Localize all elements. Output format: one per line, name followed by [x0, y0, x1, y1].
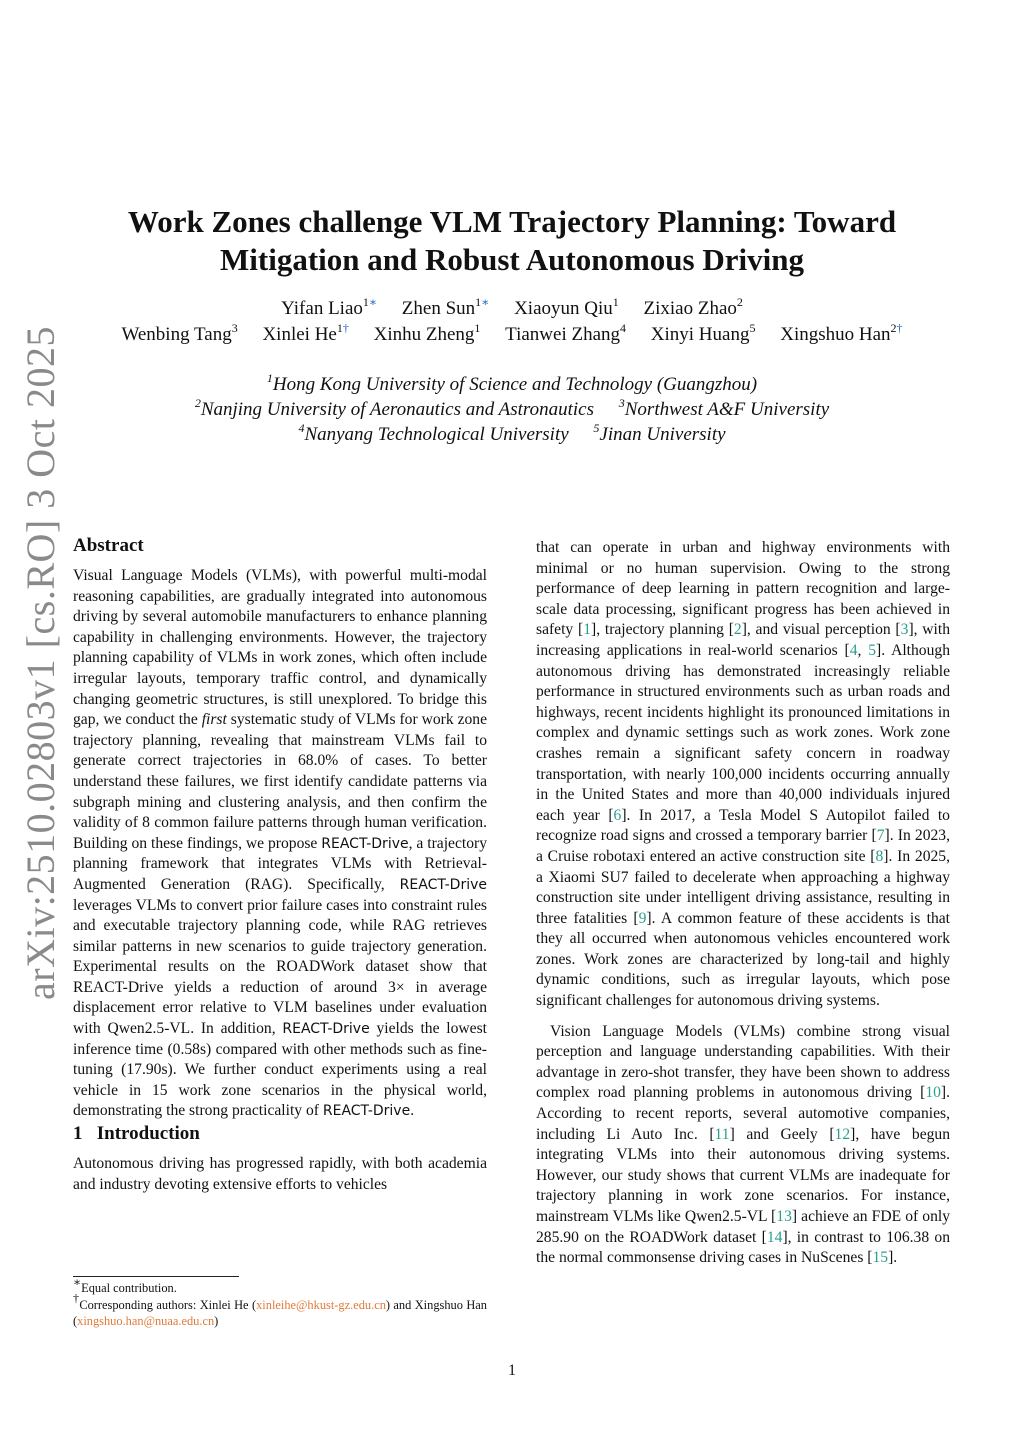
affiliation-line-1 — [60, 372, 964, 397]
affiliation-name: Northwest A&F University — [624, 399, 830, 420]
affiliation-line-2 — [60, 397, 964, 422]
citation-link[interactable]: 2 — [733, 621, 742, 639]
affiliation-number: 4 — [298, 420, 305, 435]
author — [262, 320, 349, 345]
author-name: Zhen Sun — [401, 298, 476, 319]
abstract-heading: Abstract — [73, 535, 144, 556]
affiliation — [266, 370, 758, 395]
text-segment: ], trajectory planning [ — [591, 621, 734, 639]
author — [505, 320, 627, 345]
affiliation-name: Jinan University — [599, 424, 726, 445]
author-mark: ∗ — [368, 294, 378, 309]
author — [401, 294, 490, 319]
affiliation-number: 5 — [593, 420, 600, 435]
abstract-segment: . — [410, 1102, 415, 1120]
text-segment: Vision Language Models (VLMs) combine strong visual perception and language understanding capabilities. With their advantage in zero-shot transfer, they have been shown to address complex road planning problems in autonomous driving [ — [536, 1022, 950, 1102]
text-segment: ] and Geely [ — [729, 1125, 835, 1143]
author-affiliation-number: 2 — [890, 320, 897, 335]
citation-link[interactable]: 8 — [875, 847, 884, 865]
footnote-text: Equal contribution. — [81, 1281, 177, 1295]
citation-link[interactable]: 11 — [714, 1125, 730, 1143]
author-name: Xinyi Huang — [650, 324, 750, 345]
abstract-segment: Visual Language Models (VLMs), with powerful multi-modal reasoning capabilities, are gradually integrated into autonomous driving by several automobile manufacturers to enhance planning capability in challenging environments. However, the trajectory planning capability of VLMs in work zones, which often include irregular layouts, temporary traffic control, and dynamically changing geometric structures, is still unexplored. To bridge this gap, we conduct the — [73, 567, 487, 729]
author-name: Xinlei He — [262, 324, 337, 345]
introduction-text-left: Autonomous driving has progressed rapidly, with both academia and industry devoting extensive efforts to vehicles — [73, 1155, 487, 1193]
affiliation-name: Hong Kong University of Science and Technology (Guangzhou) — [272, 374, 758, 395]
abstract-text — [73, 566, 487, 1122]
affiliation — [593, 420, 726, 445]
text-segment: ], and visual perception [ — [741, 621, 901, 639]
author-affiliation-number: 1 — [612, 294, 619, 309]
arxiv-identifier: arXiv:2510.02803v1 [cs.RO] 3 Oct 2025 — [18, 326, 63, 1000]
author — [650, 320, 756, 345]
left-column — [73, 534, 487, 1195]
author-affiliation-number: 1 — [475, 294, 482, 309]
text-segment: ]. — [888, 1249, 898, 1267]
footnote-divider — [73, 1276, 239, 1277]
text-segment: ]. A common feature of these accidents is that they all occurred when autonomous vehicles encountered work zones. Work zones are characterized by long-tail and highly dynamic conditions, such as irregular layouts, which pose significant challenges for autonomous driving systems. — [536, 909, 951, 1010]
citation-link[interactable]: 15 — [872, 1249, 889, 1267]
text-segment: ], with increasing applications in real-world scenarios [ — [536, 621, 951, 659]
method-name: REACT-Drive — [399, 876, 487, 893]
affiliation-name: Nanyang Technological University — [304, 424, 569, 445]
text-segment: , — [857, 641, 869, 659]
author-affiliation-number: 4 — [620, 320, 627, 335]
author-affiliation-number: 1 — [336, 320, 343, 335]
text-segment: ]. According to recent reports, several automotive companies, including Li Auto Inc. [ — [536, 1084, 950, 1143]
citation-link[interactable]: 1 — [583, 621, 591, 639]
author-mark: ∗ — [481, 294, 490, 309]
text-segment: that can operate in urban and highway environments with minimal or no human supervision. Owing to the strong performance of deep learning in pattern recognition and large-scale data processing, significant progress has been achieved in safety [ — [536, 539, 950, 639]
author-line-1 — [60, 296, 964, 322]
abstract-segment: , a trajectory planning framework that integrates VLMs with Retrieval-Augmented Generation (RAG). Specifically, — [73, 834, 487, 893]
citation-link[interactable]: 10 — [925, 1084, 941, 1102]
footnotes — [73, 1274, 487, 1330]
author-name: Wenbing Tang — [121, 324, 232, 345]
abstract-segment: systematic study of VLMs for work zone trajectory planning, revealing that mainstream VLMs fail to generate correct trajectories in 68.0% of cases. To better understand these failures, we first identify candidate patterns via subgraph mining and clustering analysis, and then confirm the validity of 8 common failure patterns through human verification. Building on these findings, we propose — [73, 711, 488, 852]
email-link[interactable]: xinleihe@hkust-gz.edu.cn — [256, 1297, 386, 1312]
affiliation — [298, 420, 569, 445]
section-title: Introduction — [96, 1123, 200, 1145]
author — [514, 294, 619, 319]
footnote-mark: ∗ — [73, 1274, 82, 1289]
method-name: REACT-Drive — [321, 835, 409, 852]
introduction-paragraph-1 — [536, 538, 950, 1012]
author-name: Xinhu Zheng — [373, 324, 475, 345]
citation-link[interactable]: 13 — [776, 1208, 792, 1225]
section-number: 1 — [73, 1123, 83, 1145]
footnote-text: ) and Xingshuo Han ( — [73, 1297, 487, 1329]
footnote-mark: † — [73, 1291, 80, 1306]
affiliation-name: Nanjing University of Aeronautics and Astronautics — [200, 399, 594, 420]
footnote-corresponding-authors — [73, 1291, 487, 1330]
citation-link[interactable]: 7 — [876, 827, 885, 845]
text-segment: ]. In 2023, a Cruise robotaxi entered an active construction site [ — [536, 827, 950, 865]
right-column — [536, 538, 950, 1269]
page-number: 1 — [508, 1362, 516, 1379]
author-affiliation-number: 2 — [736, 294, 743, 309]
author-affiliation-number: 1 — [474, 320, 481, 335]
text-segment: ], have begun integrating VLMs into their autonomous driving systems. However, our study shows that current VLMs are inadequate for trajectory planning in work zone scenarios. For instance, mainstream VLMs like Qwen2.5-VL [ — [536, 1125, 951, 1225]
author-list — [60, 296, 964, 348]
footnote-text: ) — [214, 1314, 219, 1329]
text-segment: ]. In 2017, a Tesla Model S Autopilot failed to recognize road signs and crossed a temporary barrier [ — [536, 806, 950, 845]
author — [780, 320, 903, 345]
affiliation-number: 1 — [266, 370, 273, 385]
footnote-text: Corresponding authors: Xinlei He ( — [79, 1297, 257, 1312]
author-name: Zixiao Zhao — [643, 298, 737, 319]
method-name: REACT-Drive — [322, 1103, 411, 1120]
affiliation — [194, 395, 594, 420]
text-segment: ], in contrast to 106.38 on the normal commonsense driving cases in NuScenes [ — [536, 1228, 951, 1267]
affiliation-line-3 — [60, 422, 964, 447]
author-name: Xiaoyun Qiu — [514, 298, 613, 319]
author — [121, 320, 238, 345]
author — [281, 294, 378, 319]
introduction-paragraph-2 — [536, 1022, 950, 1269]
affiliation-number: 3 — [618, 395, 625, 410]
text-segment: ]. In 2025, a Xiaomi SU7 failed to decelerate when approaching a highway construction site under intelligent driving assistance, resulting in three fatalities [ — [536, 847, 950, 927]
citation-link[interactable]: 6 — [613, 806, 622, 824]
citation-link[interactable]: 14 — [766, 1228, 783, 1246]
introduction-heading — [73, 1122, 487, 1146]
author-mark: † — [342, 320, 349, 335]
citation-link[interactable]: 12 — [834, 1125, 851, 1143]
author-name: Yifan Liao — [281, 298, 363, 319]
abstract-emphasis: first — [201, 711, 227, 729]
footnote-equal-contribution — [73, 1274, 487, 1297]
citation-link[interactable]: 3 — [900, 621, 909, 639]
abstract-segment: leverages VLMs to convert prior failure cases into constraint rules and executable trajectory planning code, while RAG retrieves similar patterns in new scenarios to guide trajectory generation. Experimental results on the ROADWork dataset show that REACT-Drive yields a reduction of around 3× in average displacement error relative to VLM baselines under evaluation with Qwen2.5-VL. In addition, — [73, 896, 487, 1038]
author-affiliation-number: 5 — [749, 320, 756, 335]
citation-link[interactable]: 4 — [849, 641, 858, 659]
text-segment: ]. Although autonomous driving has demonstrated increasingly reliable performance in structured environments such as urban roads and highways, recent incidents highlight its pronounced limitations in complex and dynamic settings such as work zones. Work zone crashes remain a significant safety concern in roadway transportation, with nearly 100,000 incidents occurring annually in the United States and more than 40,000 individuals injured each year [ — [536, 641, 950, 824]
paper-title: Work Zones challenge VLM Trajectory Planning: Toward Mitigation and Robust Autonomous Driving — [127, 203, 897, 277]
author-name: Tianwei Zhang — [505, 324, 621, 345]
author-name: Xingshuo Han — [780, 324, 891, 345]
author-line-2 — [60, 322, 964, 348]
affiliation — [618, 395, 830, 420]
author-mark: † — [896, 320, 903, 335]
author-affiliation-number: 1 — [362, 294, 369, 309]
email-link[interactable]: xingshuo.han@nuaa.edu.cn — [77, 1314, 215, 1329]
affiliation-list — [60, 372, 964, 447]
text-segment: ] achieve an FDE of only 285.90 on the ROADWork dataset [ — [536, 1208, 951, 1246]
affiliation-number: 2 — [194, 395, 201, 410]
abstract-segment: yields the lowest inference time (0.58s) compared with other methods such as fine-tuning (17.90s). We further conduct experiments using a real vehicle in 15 work zone scenarios in the physical world, demonstrating the strong practicality of — [73, 1020, 487, 1120]
citation-link[interactable]: 9 — [638, 909, 647, 927]
method-name: REACT-Drive — [282, 1021, 370, 1038]
author-affiliation-number: 3 — [231, 320, 238, 335]
author — [643, 294, 743, 319]
author — [373, 320, 481, 345]
citation-link[interactable]: 5 — [868, 641, 877, 659]
